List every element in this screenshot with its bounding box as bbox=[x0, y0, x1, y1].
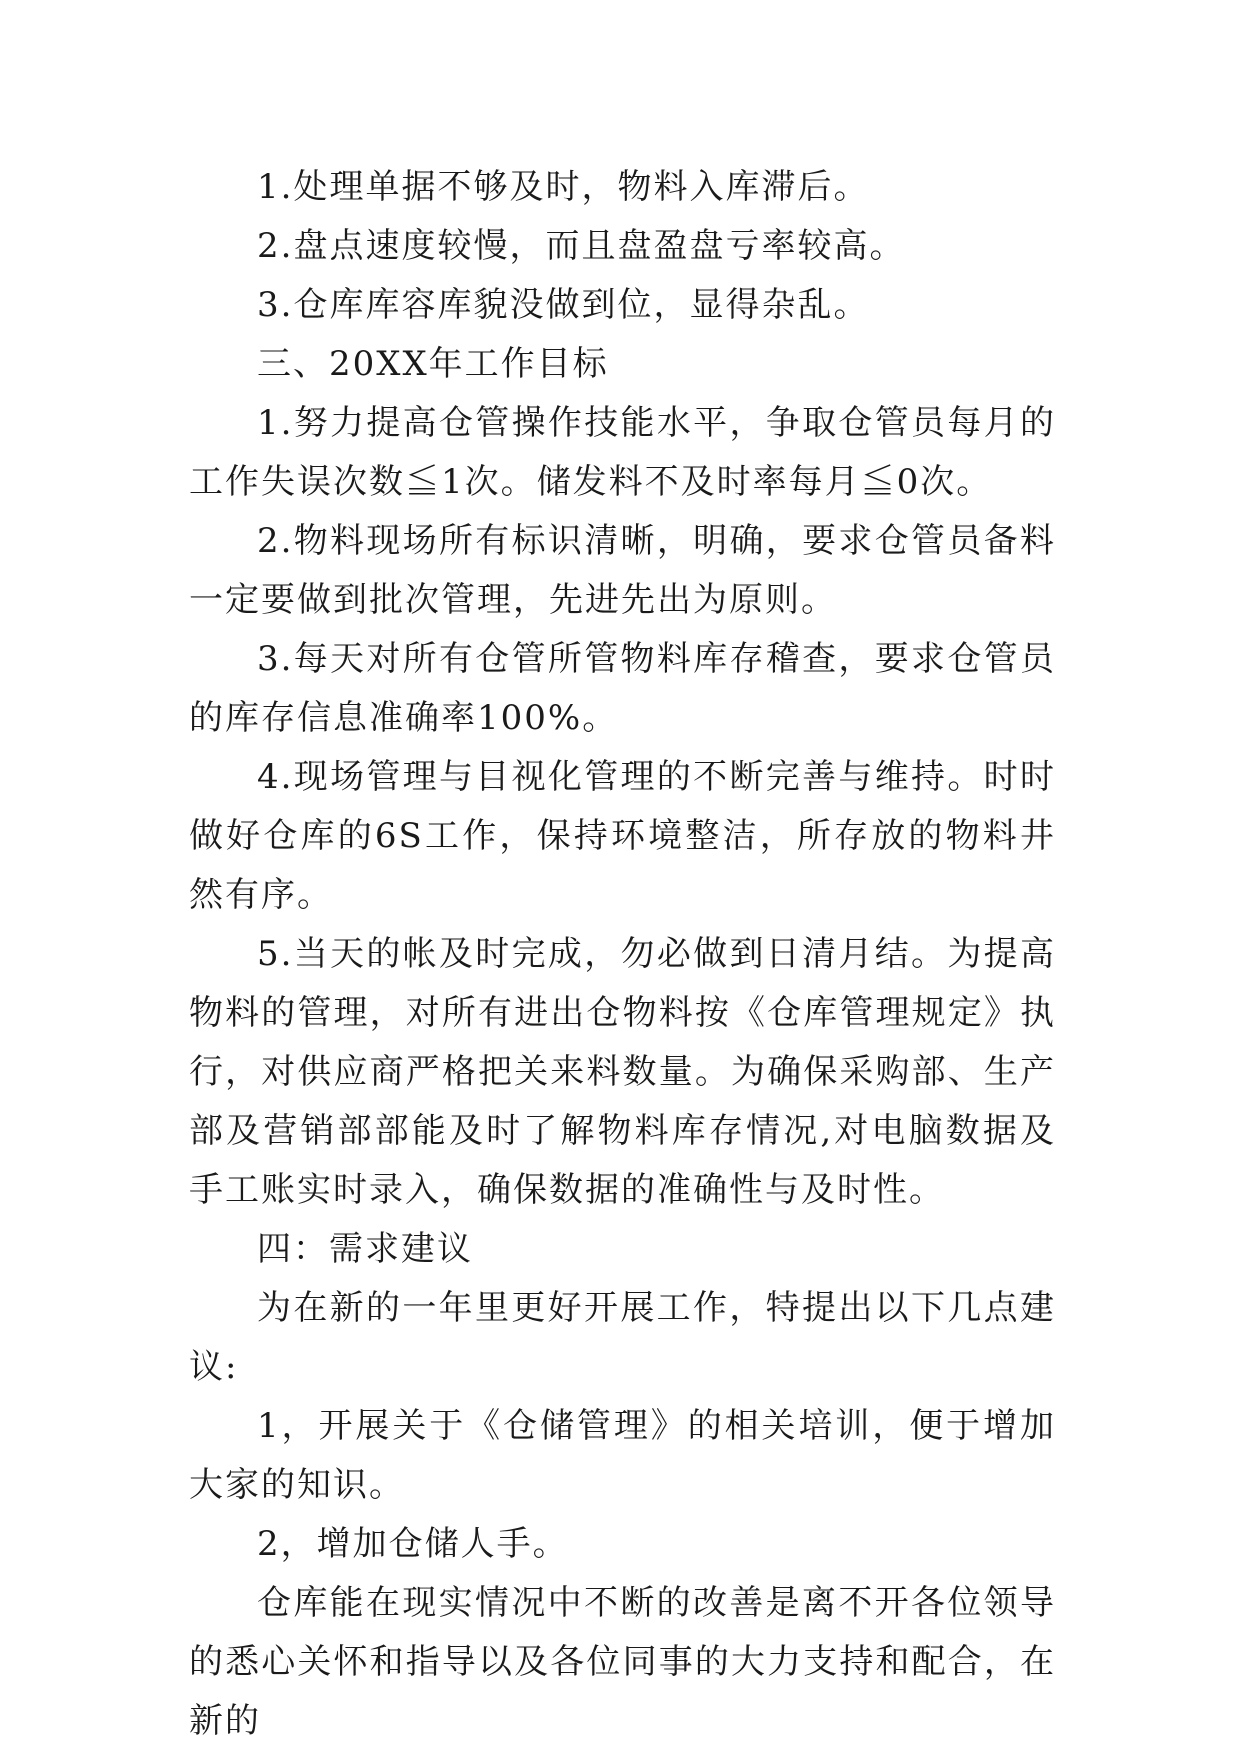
document-body bbox=[189, 158, 1056, 1751]
paragraph-suggestion-2: 2，增加仓储人手。 bbox=[257, 1524, 569, 1564]
paragraph-issue-2: 2.盘点速度较慢，而且盘盈盘亏率较高。 bbox=[257, 226, 906, 266]
paragraph-goal-2: 2.物料现场所有标识清晰，明确，要求仓管员备料一定要做到批次管理，先进先出为原则。 bbox=[189, 521, 1056, 620]
paragraph-goal-3: 3.每天对所有仓管所管物料库存稽查，要求仓管员的库存信息准确率100%。 bbox=[189, 639, 1056, 738]
paragraph-suggestion-1: 1，开展关于《仓储管理》的相关培训，便于增加大家的知识。 bbox=[189, 1406, 1056, 1505]
paragraph-issue-1: 1.处理单据不够及时，物料入库滞后。 bbox=[257, 167, 870, 207]
paragraph-issue-3: 3.仓库库容库貌没做到位，显得杂乱。 bbox=[257, 285, 870, 325]
paragraph-goal-1: 1.努力提高仓管操作技能水平，争取仓管员每月的工作失误次数≦1次。储发料不及时率每月≦0次。 bbox=[189, 403, 1056, 502]
paragraph-goal-5: 5.当天的帐及时完成，勿必做到日清月结。为提高物料的管理，对所有进出仓物料按《仓库管理规定》执行，对供应商严格把关来料数量。为确保采购部、生产部及营销部部能及时了解物料库存情况,对电脑数据及手工账实时录入，确保数据的准确性与及时性。 bbox=[189, 934, 1056, 1210]
paragraph-closing: 仓库能在现实情况中不断的改善是离不开各位领导的悉心关怀和指导以及各位同事的大力支持和配合，在新的 bbox=[189, 1583, 1056, 1741]
paragraph-suggestions-intro: 为在新的一年里更好开展工作，特提出以下几点建议: bbox=[189, 1288, 1056, 1387]
section-heading-suggestions: 四：需求建议 bbox=[257, 1229, 473, 1269]
paragraph-goal-4: 4.现场管理与目视化管理的不断完善与维持。时时做好仓库的6S工作，保持环境整洁，所存放的物料井然有序。 bbox=[189, 757, 1056, 915]
section-heading-goals: 三、20XX年工作目标 bbox=[257, 344, 609, 384]
